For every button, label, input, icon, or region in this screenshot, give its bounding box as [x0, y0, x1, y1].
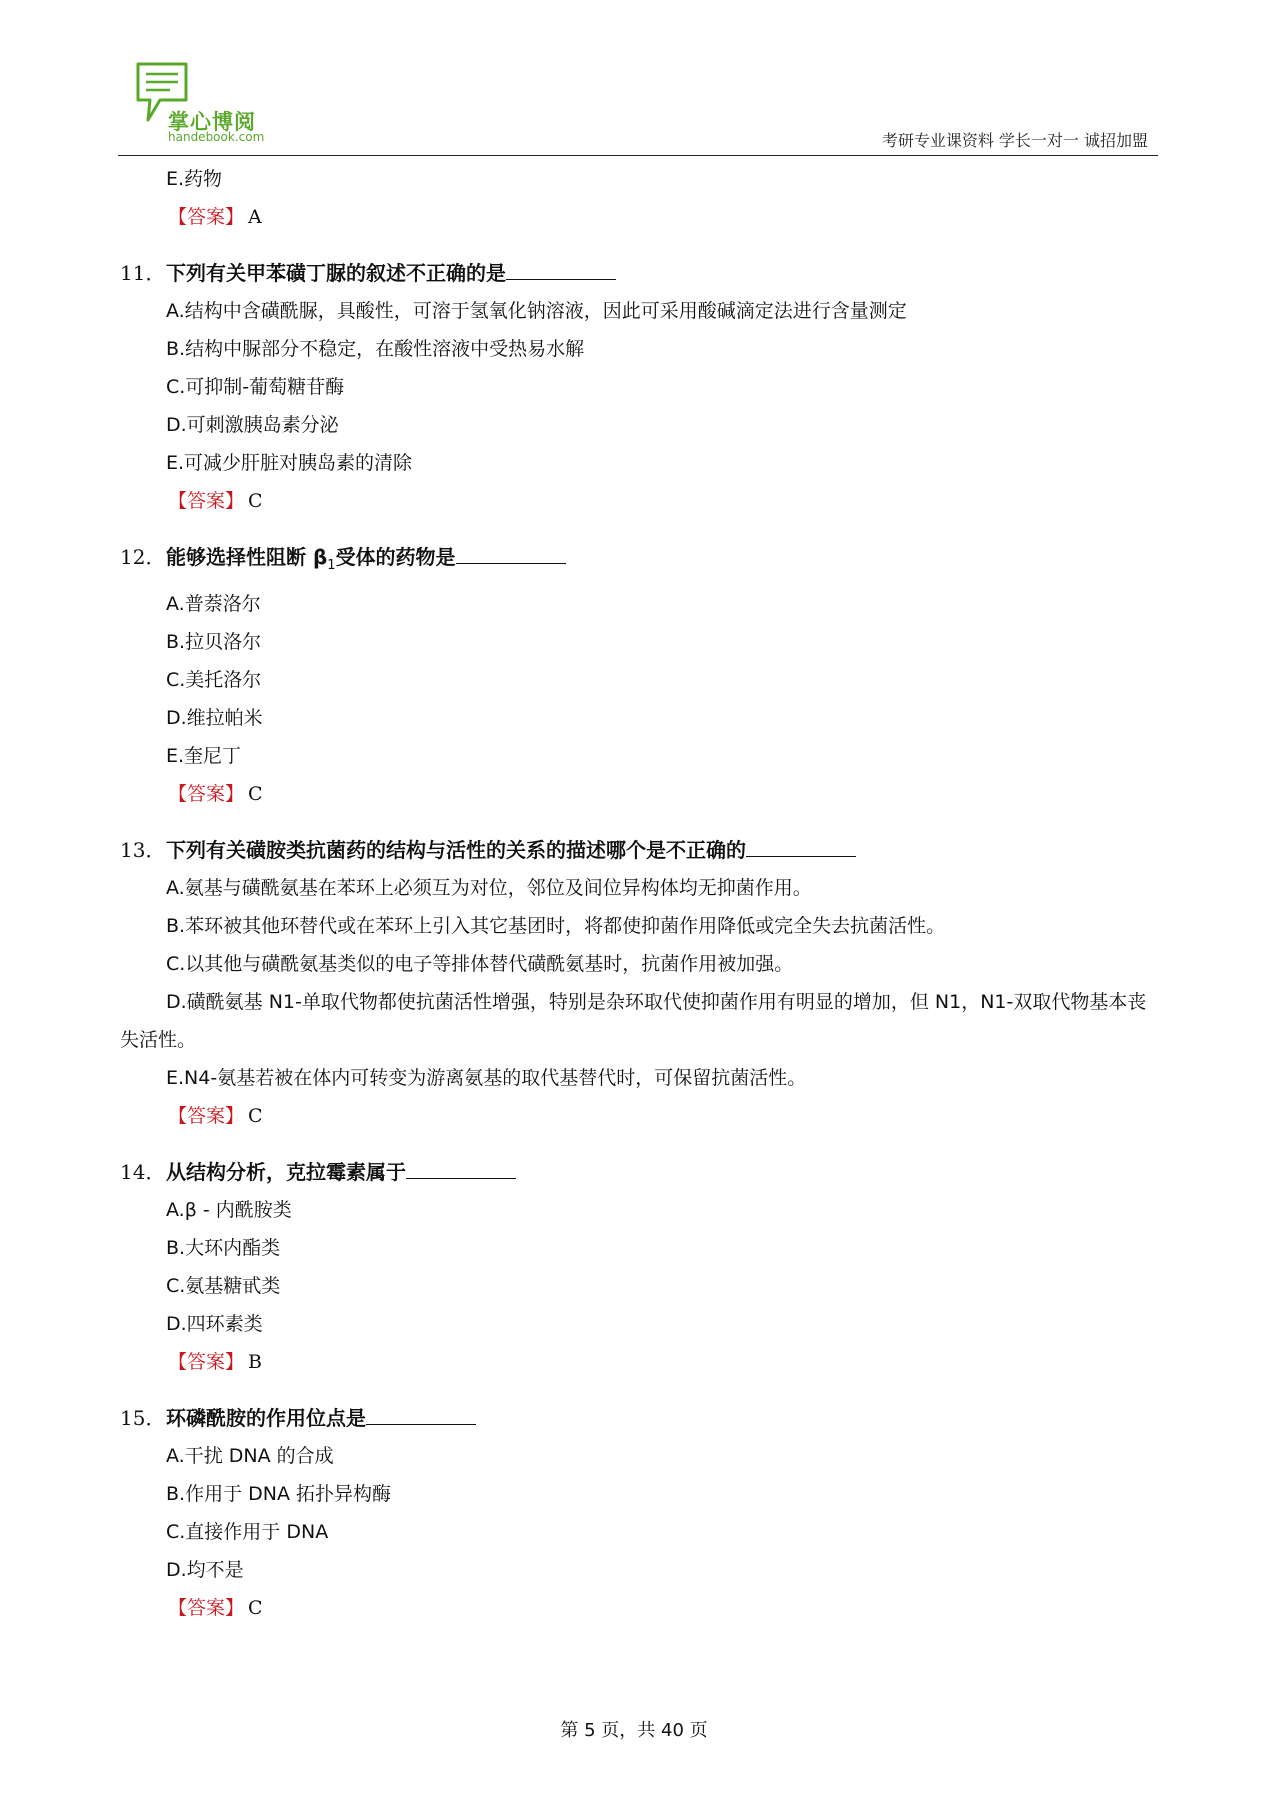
answer-line: [120, 775, 1160, 813]
answer-line: [120, 1097, 1160, 1135]
option-line: B.拉贝洛尔: [166, 631, 262, 653]
question-number: 15．: [120, 1406, 166, 1430]
answer-tag: 【答案】: [168, 1105, 245, 1127]
option-line: E.药物: [166, 168, 223, 190]
question-11: [120, 254, 1160, 292]
question-stem: 受体的药物是: [335, 545, 456, 569]
option-line: D.四环素类: [166, 1313, 263, 1335]
answer-line: [120, 198, 1160, 236]
option-line: C.可抑制-葡萄糖苷酶: [166, 376, 345, 398]
answer-tag: 【答案】: [168, 1351, 245, 1373]
answer-blank: [406, 1158, 516, 1179]
logo-text: 掌心博阅: [168, 110, 256, 134]
question-stem: 下列有关磺胺类抗菌药的结构与活性的关系的描述哪个是不正确的: [166, 838, 746, 862]
question-number: 11．: [120, 261, 166, 285]
answer-blank: [746, 836, 856, 857]
answer-blank: [456, 543, 566, 564]
question-stem: 下列有关甲苯磺丁脲的叙述不正确的是: [166, 261, 506, 285]
document-body: [120, 160, 1160, 1627]
option-line: A.普萘洛尔: [166, 593, 261, 615]
answer-blank: [506, 259, 616, 280]
question-stem-subscript: 1: [327, 558, 336, 573]
answer-value: C: [248, 783, 263, 805]
option-line: E.奎尼丁: [166, 745, 242, 767]
header-divider: [118, 155, 1158, 156]
answer-value: C: [248, 1597, 263, 1619]
option-line: B.结构中脲部分不稳定，在酸性溶液中受热易水解: [166, 338, 585, 360]
option-line: E.N4-氨基若被在体内可转变为游离氨基的取代基替代时，可保留抗菌活性。: [166, 1067, 807, 1089]
option-line: C.美托洛尔: [166, 669, 262, 691]
option-line: B.苯环被其他环替代或在苯环上引入其它基团时，将都使抑菌作用降低或完全失去抗菌活性。: [166, 915, 946, 937]
option-line: A.结构中含磺酰脲，具酸性，可溶于氢氧化钠溶液，因此可采用酸碱滴定法进行含量测定: [166, 300, 907, 322]
option-line: A.干扰 DNA 的合成: [166, 1445, 334, 1467]
option-line: C.氨基糖甙类: [166, 1275, 281, 1297]
option-line: D.维拉帕米: [166, 707, 263, 729]
question-number: 14．: [120, 1160, 166, 1184]
answer-tag: 【答案】: [168, 490, 245, 512]
logo-url: handebook.com: [168, 130, 265, 144]
option-line: C.以其他与磺酰氨基类似的电子等排体替代磺酰氨基时，抗菌作用被加强。: [166, 953, 794, 975]
question-stem: 从结构分析，克拉霉素属于: [166, 1160, 406, 1184]
answer-tag: 【答案】: [168, 206, 245, 228]
option-line: C.直接作用于 DNA: [166, 1521, 329, 1543]
option-line: D.可刺激胰岛素分泌: [166, 414, 339, 436]
answer-tag: 【答案】: [168, 783, 245, 805]
question-stem: 能够选择性阻断 β: [166, 545, 328, 569]
page-header: [118, 60, 1158, 156]
answer-value: A: [248, 206, 262, 228]
answer-tag: 【答案】: [168, 1597, 245, 1619]
option-line: B.大环内酯类: [166, 1237, 281, 1259]
question-number: 13．: [120, 838, 166, 862]
question-13: [120, 831, 1160, 869]
header-slogan: 考研专业课资料 学长一对一 诚招加盟: [881, 131, 1148, 150]
answer-value: B: [248, 1351, 262, 1373]
option-line: D.均不是: [166, 1559, 244, 1581]
option-line: A.β - 内酰胺类: [166, 1199, 292, 1221]
question-number: 12．: [120, 545, 166, 569]
answer-value: C: [248, 490, 263, 512]
option-line: D.磺酰氨基 N1-单取代物都使抗菌活性增强，特别是杂环取代使抑菌作用有明显的增加，但 N1，N1-双取代物基本丧失活性。: [120, 991, 1147, 1051]
option-line: A.氨基与磺酰氨基在苯环上必须互为对位，邻位及间位异构体均无抑菌作用。: [166, 877, 812, 899]
answer-value: C: [248, 1105, 263, 1127]
answer-line: [120, 482, 1160, 520]
question-15: [120, 1399, 1160, 1437]
answer-blank: [366, 1404, 476, 1425]
answer-line: [120, 1589, 1160, 1627]
question-14: [120, 1153, 1160, 1191]
option-line: E.可减少肝脏对胰岛素的清除: [166, 452, 413, 474]
answer-line: [120, 1343, 1160, 1381]
question-stem: 环磷酰胺的作用位点是: [166, 1406, 366, 1430]
question-12: [120, 538, 1160, 585]
option-line: B.作用于 DNA 拓扑异构酶: [166, 1483, 391, 1505]
page-number: 第 5 页，共 40 页: [560, 1720, 708, 1741]
